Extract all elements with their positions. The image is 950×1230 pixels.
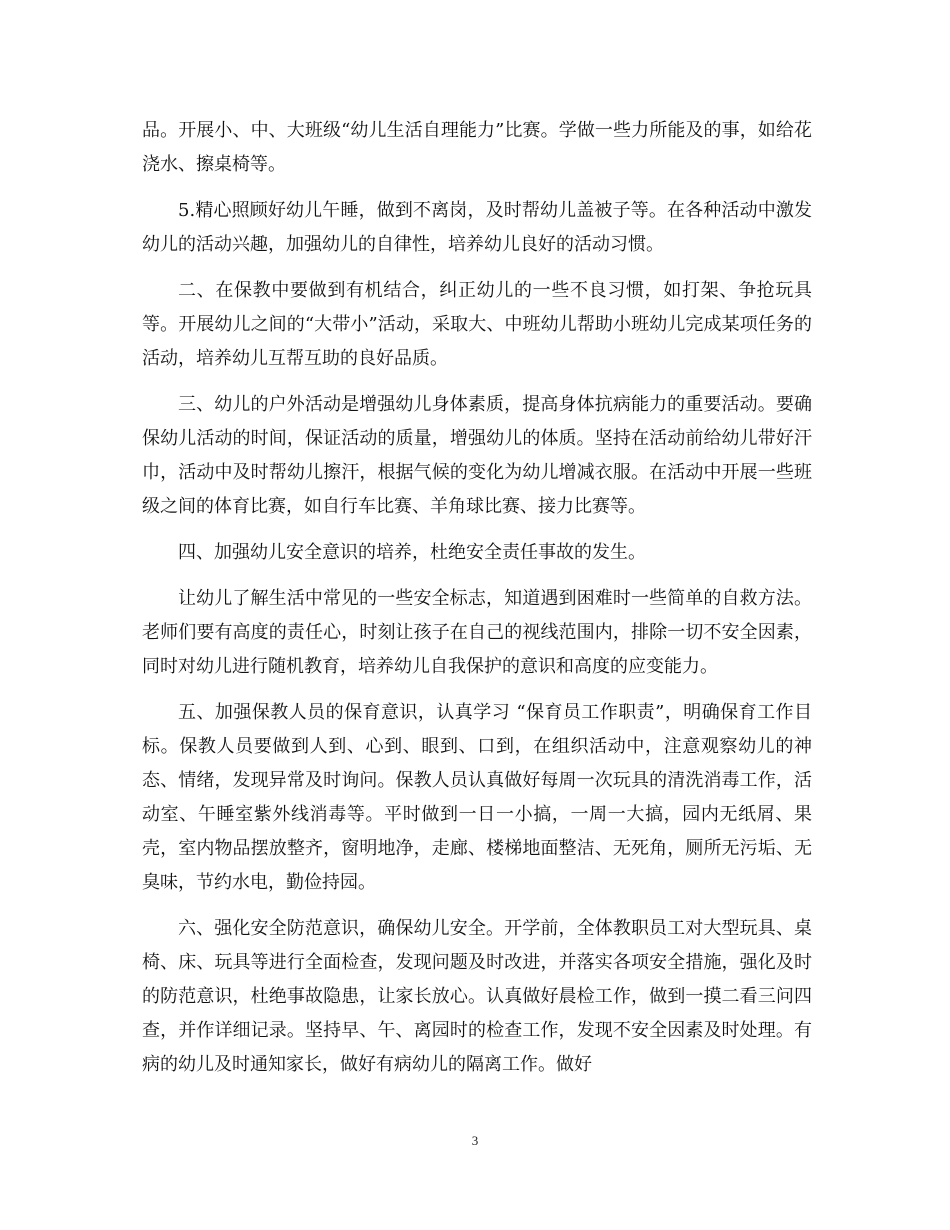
paragraph-section-5: 五、加强保教人员的保育意识，认真学习 “保育员工作职责”，明确保育工作目标。保教人员要做到人到、心到、眼到、口到，在组织活动中，注意观察幼儿的神态、情绪，发现异常及时询问。保教人员认真做好每周一次玩具的清洗消毒工作，活动室、午睡室紫外线消毒等。平时做到一日一小搞，一周一大搞，园内无纸屑、果壳，室内物品摆放整齐，窗明地净，走廊、楼梯地面整洁、无死角，厕所无污垢、无臭味，节约水电，勤俭持园。 [142, 702, 812, 893]
paragraph-section-4-heading: 四、加强幼儿安全意识的培养，杜绝安全责任事故的发生。 [178, 542, 646, 563]
paragraph-item-5-nap-care: 5.精心照顾好幼儿午睡，做到不离岗，及时帮幼儿盖被子等。在各种活动中激发幼儿的活动兴趣，加强幼儿的自律性，培养幼儿良好的活动习惯。 [142, 200, 812, 255]
paragraph-section-3: 三、幼儿的户外活动是增强幼儿身体素质，提高身体抗病能力的重要活动。要确保幼儿活动的时间，保证活动的质量，增强幼儿的体质。坚持在活动前给幼儿带好汗巾，活动中及时帮幼儿擦汗，根据气候的变化为幼儿增减衣服。在活动中开展一些班级之间的体育比赛，如自行车比赛、羊角球比赛、接力比赛等。 [142, 394, 812, 517]
paragraph-safety-awareness: 让幼儿了解生活中常见的一些安全标志，知道遇到困难时一些简单的自救方法。老师们要有高度的责任心，时刻让孩子在自己的视线范围内，排除一切不安全因素，同时对幼儿进行随机教育，培养幼儿自我保护的意识和高度的应变能力。 [142, 588, 812, 677]
page-number: 3 [471, 1133, 479, 1148]
paragraph-continuation: 品。开展小、中、大班级“幼儿生活自理能力”比赛。学做一些力所能及的事，如给花浇水、擦桌椅等。 [142, 120, 812, 175]
paragraph-section-2: 二、在保教中要做到有机结合，纠正幼儿的一些不良习惯，如打架、争抢玩具等。开展幼儿之间的“大带小”活动，采取大、中班幼儿帮助小班幼儿完成某项任务的活动，培养幼儿互帮互助的良好品质。 [142, 280, 812, 369]
paragraph-section-6: 六、强化安全防范意识，确保幼儿安全。开学前，全体教职员工对大型玩具、桌椅、床、玩具等进行全面检查，发现问题及时改进，并落实各项安全措施，强化及时的防范意识，杜绝事故隐患，让家长放心。认真做好晨检工作，做到一摸二看三问四查，并作详细记录。坚持早、午、离园时的检查工作，发现不安全因素及时处理。有病的幼儿及时通知家长，做好有病幼儿的隔离工作。做好 [142, 918, 812, 1075]
document-body [142, 114, 812, 1094]
